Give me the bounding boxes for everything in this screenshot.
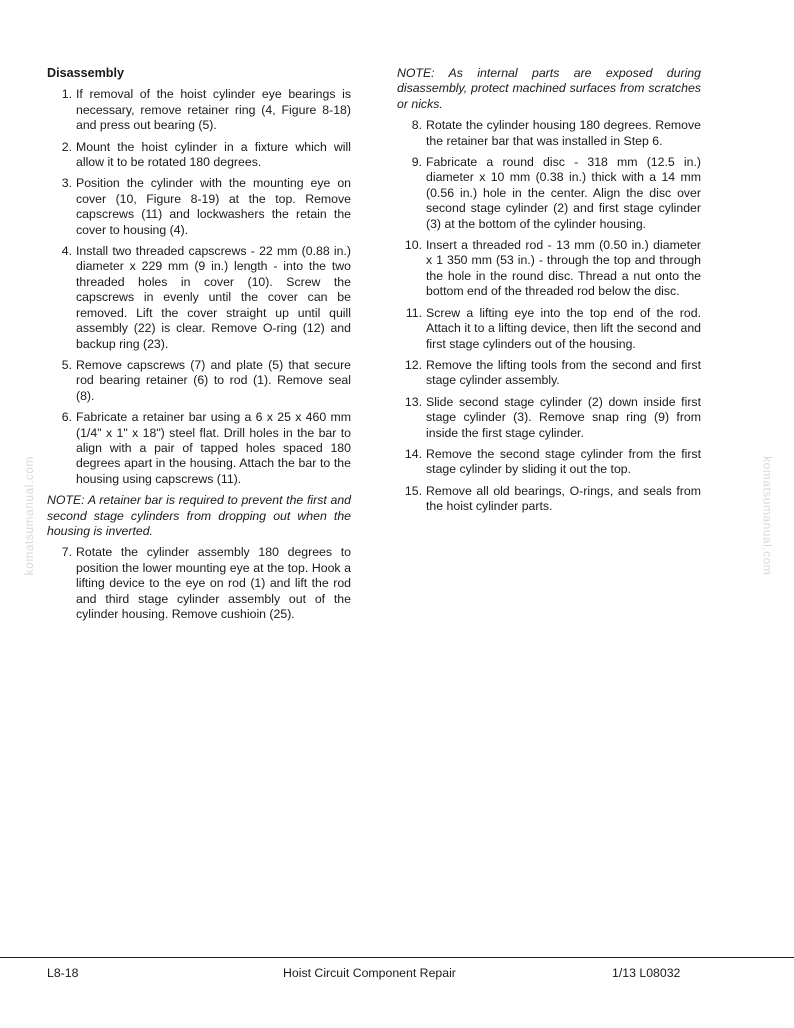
step-text: Remove capscrews (7) and plate (5) that secure rod bearing retainer (6) to rod (1). Remove seal (8). bbox=[76, 357, 351, 403]
step-number: 11. bbox=[405, 305, 422, 320]
step-item bbox=[47, 410, 351, 487]
step-item bbox=[397, 358, 701, 389]
step-text: If removal of the hoist cylinder eye bearings is necessary, remove retainer ring (4, Figure 8-18) and press out bearing (5). bbox=[76, 87, 351, 133]
step-number: 5. bbox=[61, 357, 72, 372]
step-item bbox=[397, 155, 701, 232]
step-item bbox=[397, 238, 701, 300]
step-item bbox=[47, 87, 351, 133]
step-number: 1. bbox=[61, 87, 72, 102]
watermark-left: komatsumanual.com bbox=[21, 456, 36, 576]
step-text: Mount the hoist cylinder in a fixture which will allow it to be rotated 180 degrees. bbox=[76, 139, 351, 170]
step-number: 15. bbox=[404, 483, 422, 498]
footer-title: Hoist Circuit Component Repair bbox=[283, 966, 456, 980]
step-item bbox=[397, 484, 701, 515]
step-number: 13. bbox=[404, 394, 422, 409]
step-item bbox=[397, 395, 701, 441]
document-code: 1/13 L08032 bbox=[612, 966, 681, 980]
step-number: 9. bbox=[411, 155, 422, 170]
step-list-2 bbox=[47, 545, 351, 622]
page-number: L8-18 bbox=[47, 966, 79, 980]
step-number: 10. bbox=[404, 238, 422, 253]
step-list-1 bbox=[47, 87, 351, 487]
step-number: 8. bbox=[411, 118, 422, 133]
step-text: Fabricate a round disc - 318 mm (12.5 in.) diameter x 10 mm (0.38 in.) thick with a 14 mm (0.56 in.) hole in the center. Align the disc over second stage cylinder (2) and first stage cylinder (3) at the bottom of the cylinder housing. bbox=[426, 155, 701, 231]
step-text: Remove the second stage cylinder from the first stage cylinder by sliding it out the top. bbox=[426, 446, 701, 477]
step-text: Fabricate a retainer bar using a 6 x 25 x 460 mm (1/4" x 1" x 18") steel flat. Drill holes in the bar to align with a pair of tapped holes spaced 180 degrees apart in the housing. Attach the bar to the housing using capscrews (11). bbox=[76, 410, 351, 486]
step-number: 14. bbox=[404, 446, 422, 461]
footer-divider bbox=[0, 957, 794, 958]
step-text: Position the cylinder with the mounting eye on cover (10, Figure 8-19) at the top. Remove capscrews (11) and lockwashers the retain the cover to housing (4). bbox=[76, 176, 351, 237]
step-item bbox=[397, 447, 701, 478]
step-text: Rotate the cylinder housing 180 degrees. Remove the retainer bar that was installed in Step 6. bbox=[426, 118, 701, 148]
step-number: 12. bbox=[404, 357, 422, 372]
step-number: 4. bbox=[61, 244, 72, 259]
step-item bbox=[47, 545, 351, 622]
watermark-right: komatsumanual.com bbox=[760, 456, 775, 576]
step-item bbox=[397, 118, 701, 149]
step-number: 2. bbox=[61, 139, 72, 154]
step-text: Slide second stage cylinder (2) down inside first stage cylinder (3). Remove snap ring (9) from inside the first stage cylinder. bbox=[426, 394, 701, 440]
step-text: Remove all old bearings, O-rings, and seals from the hoist cylinder parts. bbox=[426, 483, 701, 514]
step-item bbox=[47, 176, 351, 238]
step-list-3 bbox=[397, 118, 701, 514]
step-text: Screw a lifting eye into the top end of the rod. Attach it to a lifting device, then lift the second and first stage cylinders out of the housing. bbox=[426, 305, 701, 351]
left-column bbox=[47, 66, 351, 628]
right-column bbox=[397, 66, 701, 521]
section-heading: Disassembly bbox=[47, 66, 125, 80]
step-number: 7. bbox=[61, 545, 72, 560]
step-number: 6. bbox=[61, 410, 72, 425]
step-number: 3. bbox=[61, 176, 72, 191]
step-item bbox=[47, 358, 351, 404]
step-item bbox=[47, 140, 351, 171]
step-item bbox=[47, 244, 351, 352]
machined-surfaces-note: NOTE: As internal parts are exposed during disassembly, protect machined surfaces from scratches or nicks. bbox=[397, 66, 701, 111]
step-text: Rotate the cylinder assembly 180 degrees to position the lower mounting eye at the top. Hook a lifting device to the eye on rod (1) and lift the rod and third stage cylinder assembly out of the cylinder housing. Remove cushioin (25). bbox=[76, 545, 351, 621]
step-text: Insert a threaded rod - 13 mm (0.50 in.) diameter x 1 350 mm (53 in.) - through the top and through the hole in the round disc. Thread a nut onto the bottom end of the threaded rod below the disc. bbox=[426, 238, 701, 299]
retainer-bar-note: NOTE: A retainer bar is required to prevent the first and second stage cylinders from dropping out when the housing is inverted. bbox=[47, 493, 351, 538]
step-item bbox=[397, 306, 701, 352]
step-text: Install two threaded capscrews - 22 mm (0.88 in.) diameter x 229 mm (9 in.) length - into the two threaded holes in cover (10). Screw the capscrews in evenly until the cover can be removed. Lift the cover straight up until quill assembly (22) is clear. Remove O-ring (12) and backup ring (23). bbox=[76, 244, 351, 351]
step-text: Remove the lifting tools from the second and first stage cylinder assembly. bbox=[426, 357, 701, 388]
